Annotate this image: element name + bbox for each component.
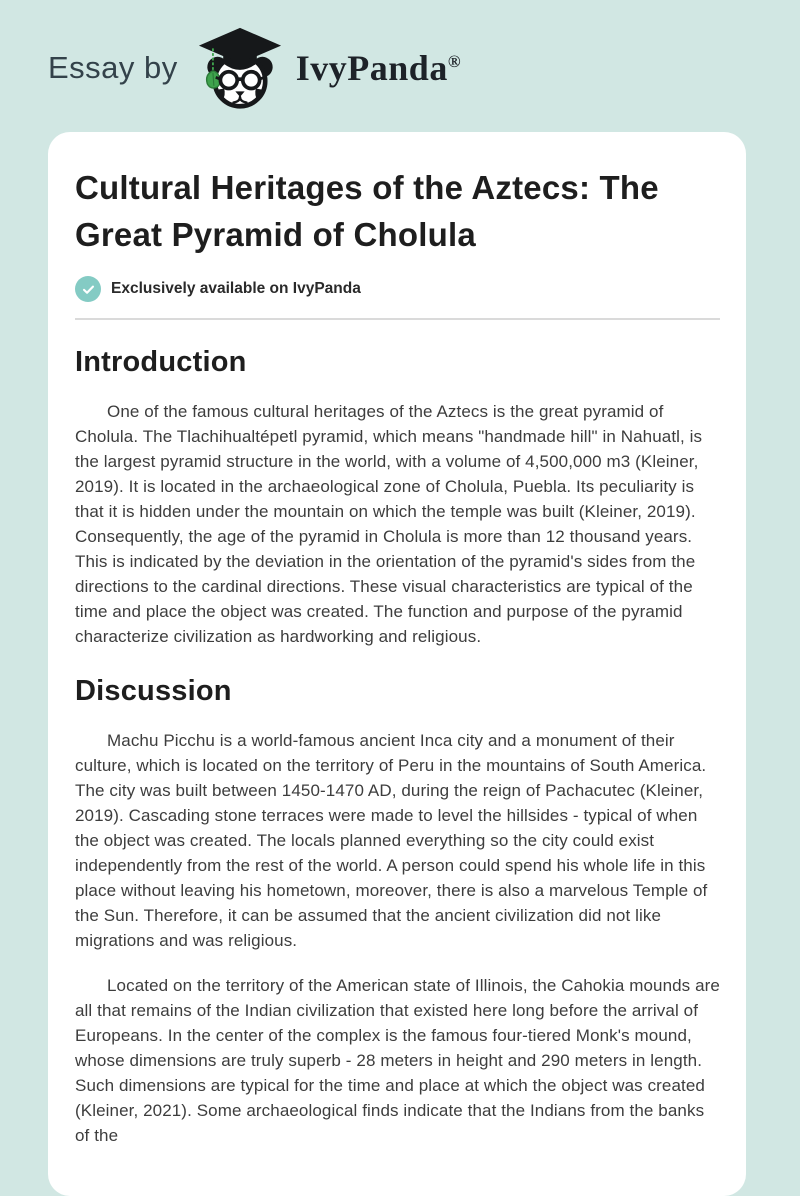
introduction-heading: Introduction	[75, 346, 247, 378]
discussion-heading: Discussion	[75, 675, 232, 707]
panda-graduate-icon	[192, 26, 288, 110]
brand-name: IvyPanda®	[295, 48, 462, 88]
check-icon	[75, 276, 101, 302]
discussion-paragraph-1: Machu Picchu is a world-famous ancient Inca city and a monument of their culture, which is located on the territory of Peru in the mountains of South America. The city was built between 1450-1470 AD, during the reign of Pachacutec (Kleiner, 2019). Cascading stone terraces were made to level the hillsides - typical of when the object was created. The locals planned everything so the city could exist independently from the rest of the world. A person could spend his whole life in this place without leaving his hometown, moreover, there is also a marvelous Temple of the Sun. Therefore, it can be assumed that the ancient civilization did not like migrations and was religious.	[75, 731, 708, 950]
divider	[75, 318, 720, 320]
page-title: Cultural Heritages of the Aztecs: The Great Pyramid of Cholula	[75, 169, 659, 253]
discussion-paragraph-2: Located on the territory of the American state of Illinois, the Cahokia mounds are all that remains of the Indian civilization that existed here long before the arrival of Europeans. In the center of the complex is the famous four-tiered Monk's mound, whose dimensions are truly superb - 28 meters in height and 290 meters in length. Such dimensions are typical for the time and place at which the object was created (Kleiner, 2021). Some archaeological finds indicate that the Indians from the banks of the	[75, 976, 720, 1145]
availability-label: Exclusively available on IvyPanda	[111, 280, 361, 297]
ivypanda-logo	[192, 26, 461, 110]
essay-card	[48, 132, 746, 1196]
section-discussion	[75, 675, 720, 1148]
site-header	[0, 0, 800, 108]
section-introduction	[75, 346, 720, 649]
availability-row	[75, 276, 720, 302]
essay-by-label: Essay by	[48, 50, 178, 85]
introduction-paragraph: One of the famous cultural heritages of the Aztecs is the great pyramid of Cholula. The Tlachihualtépetl pyramid, which means "handmade hill" in Nahuatl, is the largest pyramid structure in the world, with a volume of 4,500,000 m3 (Kleiner, 2019). It is located in the archaeological zone of Cholula, Puebla. Its peculiarity is that it is hidden under the mountain on which the temple was built (Kleiner, 2019). Consequently, the age of the pyramid in Cholula is more than 12 thousand years. This is indicated by the deviation in the orientation of the pyramid's sides from the directions to the cardinal directions. These visual characteristics are typical of the time and place the object was created. The function and purpose of the pyramid characterize civilization as hardworking and religious.	[75, 402, 703, 646]
registered-mark: ®	[447, 52, 462, 71]
